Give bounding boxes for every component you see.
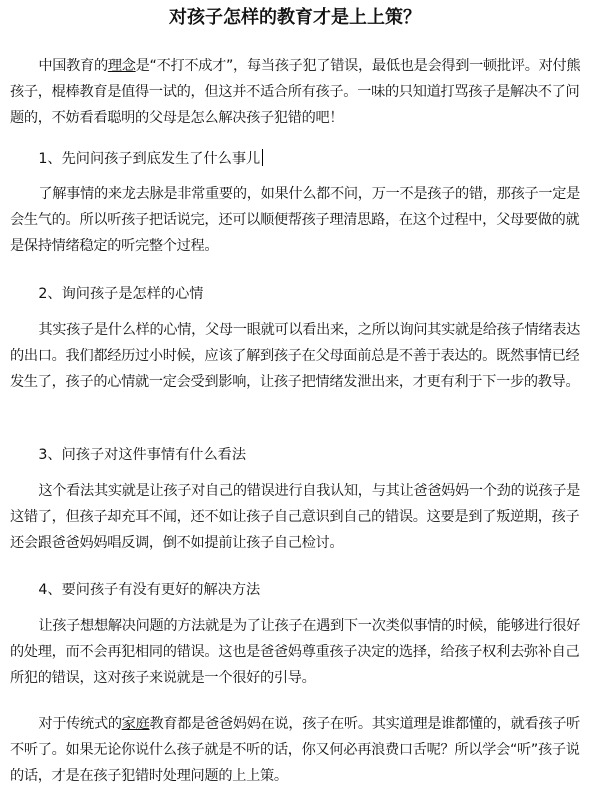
intro-text-2: 是“不打不成才”，每当孩子犯了错误，最低也是会得到一顿批评。对付熊孩子，棍棒教育是值得一试的，但这并不适合所有孩子。一味的只知道打骂孩子是解决不了问题的，不妨看看聪明的父母是怎么解决孩子犯错的吧！ <box>10 58 581 127</box>
section-1-body: 了解事情的来龙去脉是非常重要的，如果什么都不问，万一不是孩子的错，那孩子一定是会生气的。所以听孩子把话说完，还可以顺便帮孩子理清思路，在这个过程中，父母要做的就是保持情绪稳定的听完整个过程。 <box>10 186 581 255</box>
section-1-heading <box>10 146 582 172</box>
section-3-body: 这个看法其实就是让孩子对自己的错误进行自我认知，与其让爸爸妈妈一个劲的说孩子是这错了，但孩子却充耳不闻，还不如让孩子自己意识到自己的错误。这要是到了叛逆期，孩子还会跟爸爸妈妈唱反调，倒不如提前让孩子自己检讨。 <box>10 483 581 552</box>
closing-text-2: 教育都是爸爸妈妈在说，孩子在听。其实道理是谁都懂的，就看孩子听不听了。如果无论你说什么孩子就是不听的话，你又何必再浪费口舌呢？所以学会“听”孩子说的话，才是在孩子犯错时处理问题的上上策。 <box>10 716 581 785</box>
intro-text-1: 中国教育的 <box>38 58 108 74</box>
section-2-body: 其实孩子是什么样的心情，父母一眼就可以看出来，之所以询问其实就是给孩子情绪表达的出口。我们都经历过小时候，应该了解到孩子在父母面前总是不善于表达的。既然事情已经发生了，孩子的心情就一定会受到影响，让孩子把情绪发泄出来，才更有利于下一步的教导。 <box>10 322 581 391</box>
intro-link-linian[interactable]: 理念 <box>107 58 136 74</box>
closing-text-1: 对于传统式的 <box>38 716 122 732</box>
closing-link-jiating[interactable]: 家庭 <box>121 716 150 732</box>
section-3-heading: 3、问孩子对这件事情有什么看法 <box>38 447 247 463</box>
intro-paragraph <box>10 53 582 132</box>
closing-paragraph <box>10 711 582 790</box>
text-cursor <box>262 149 263 166</box>
section-4-heading: 4、要问孩子有没有更好的解决方法 <box>38 582 261 598</box>
section-1-heading-text: 1、先问问孩子到底发生了什么事儿 <box>38 151 261 167</box>
section-2-heading: 2、询问孩子是怎样的心情 <box>38 286 204 302</box>
article-title: 对孩子怎样的教育才是上上策？ <box>169 7 421 28</box>
section-4-body: 让孩子想想解决问题的方法就是为了让孩子在遇到下一次类似事情的时候，能够进行很好的处理，而不会再犯相同的错误。这也是爸爸妈尊重孩子决定的选择，给孩子权利去弥补自己所犯的错误，这对孩子来说就是一个很好的引导。 <box>10 618 581 687</box>
